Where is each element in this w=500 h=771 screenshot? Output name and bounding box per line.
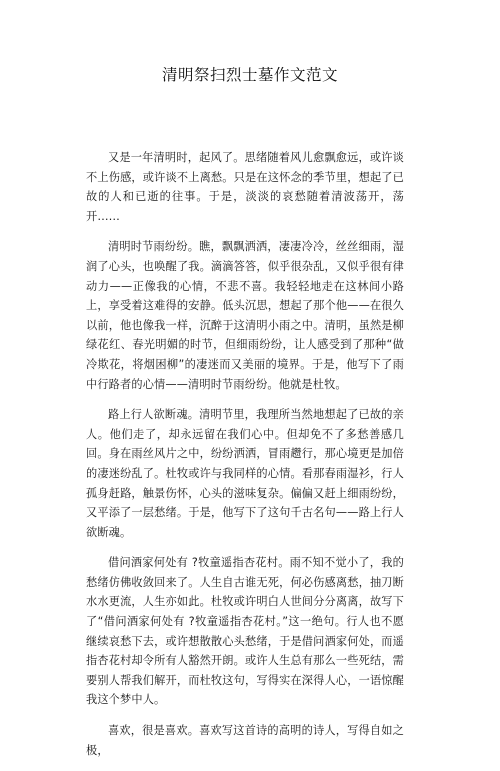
document-title: 清明祭扫烈士墓作文范文 [161,66,338,84]
document-body [86,148,404,771]
paragraph-5: 喜欢，很是喜欢。喜欢写这首诗的高明的诗人，写得自如之极， [86,724,404,757]
paragraph-3: 路上行人欲断魂。清明节里，我理所当然地想起了已故的亲人。他们走了，却永远留在我们心中。但却免不了多愁善感几回。身在雨丝风片之中，纷纷洒洒，冒雨趱行，那心境更是加倍的凄迷纷乱了。杜牧或许与我同样的心情。看那春雨湿衫，行人孤身赶路，触景伤怀，心头的滋味复杂。偏偏又赶上细雨纷纷，又平添了一层愁绪。于是，他写下了这句千古名句——路上行人欲断魂。 [86,408,404,539]
paragraph-2: 清明时节雨纷纷。瞧，飘飘洒洒，凄凄冷冷，丝丝细雨，湿润了心头，也唤醒了我。滴滴答答，似乎很杂乱，又似乎很有律动力——正像我的心情，不悲不喜。我轻轻地走在这林间小路上，享受着这难得的安静。低头沉思，想起了那个他——在很久以前，他也像我一样，沉醉于这清明小雨之中。清明，虽然是柳绿花红、春光明媚的时节，但细雨纷纷，让人感受到了那种“做冷欺花，将烟困柳”的凄迷而又美丽的境界。于是，他写下了雨中行路者的心情——清明时节雨纷纷。他就是杜牧。 [86,240,404,391]
paragraph-1: 又是一年清明时，起风了。思绪随着风儿愈飘愈远，或许谈不上伤感，或许谈不上离愁。只是在这怀念的季节里，想起了已故的人和已逝的往事。于是，淡淡的哀愁随着清波荡开，荡开…… [86,151,404,223]
paragraph-4: 借问酒家何处有 ?牧童遥指杏花村。雨不知不觉小了，我的愁绪仿佛收敛回来了。人生自古谁无死，何必伤感离愁，抽刀断水水更流，人生亦如此。杜牧或许明白人世间分分离离，故写下了“借问酒家何处有 ?牧童遥指杏花村。”这一绝句。行人也不愿继续哀愁下去，或许想散散心头愁绪，于是借问酒家何处，而遥指杏花村却令所有人豁然开朗。或许人生总有那么一些死结，需要别人帮我们解开，而杜牧这句，写得实在深得人心，一语惊醒我这个梦中人。 [86,556,404,707]
